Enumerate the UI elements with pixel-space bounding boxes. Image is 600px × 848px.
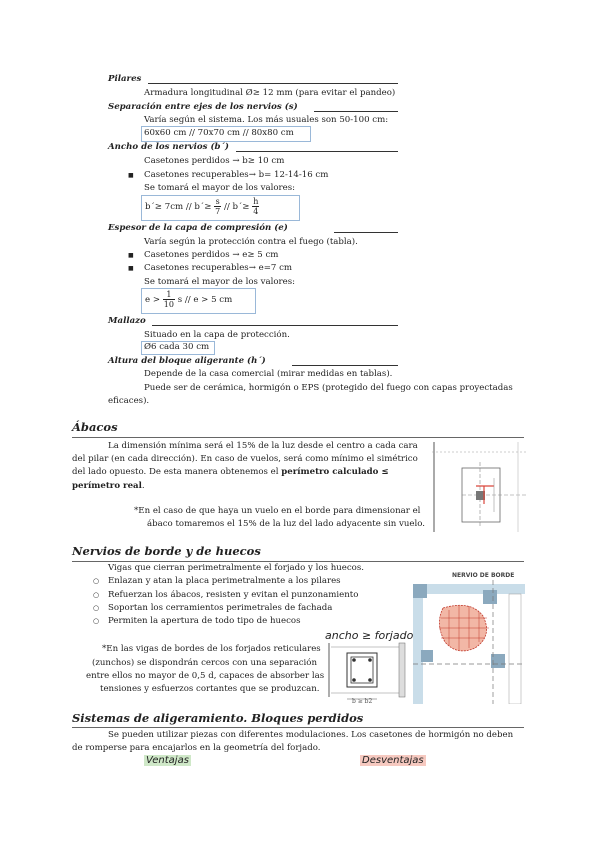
abacos-p1a: La dimensión mínima será el 15% de la luz desde el centro a cada cara: [108, 441, 418, 451]
ancho-line3: Se tomará el mayor de los valores:: [144, 183, 296, 193]
fraction-h-4: [252, 197, 259, 216]
heading-rule: [72, 437, 524, 438]
nervios-intro: Vigas que cierran perimetralmente el forjado y los huecos.: [108, 563, 364, 573]
nervios-item: ○ Permiten la apertura de todo tipo de huecos: [108, 616, 301, 626]
ventajas-label: Ventajas: [146, 755, 189, 766]
espesor-formula: [145, 290, 232, 310]
formula-text: // b´≥: [223, 202, 250, 212]
separacion-title: Separación entre ejes de los nervios (s): [108, 102, 298, 112]
fraction-s-7: [214, 197, 221, 216]
sistemas-p2: de romperse para encajarlos en la geometría del forjado.: [72, 743, 321, 753]
nervios-item: ○ Enlazan y atan la placa perimetralmente a los pilares: [108, 576, 341, 586]
abacos-note2: ábaco tomaremos el 15% de la luz del lado adyacente sin vuelo.: [147, 519, 425, 529]
altura-line3: eficaces).: [108, 396, 150, 406]
ancho-line2: ■ Casetones recuperables→ b= 12-14-16 cm: [144, 170, 328, 180]
text: .: [141, 481, 145, 491]
pilares-line: Armadura longitudinal Ø≥ 12 mm (para evitar el pandeo): [144, 88, 396, 98]
espesor-line4: Se tomará el mayor de los valores:: [144, 277, 296, 287]
abacos-p1b: del pilar (en cada dirección). En caso de vuelos, será como mínimo el simétrico: [72, 454, 418, 464]
dim-label: b ≥ b2: [352, 698, 373, 705]
floor-plan-diagram: [413, 580, 525, 704]
mallazo-line1: Situado en la capa de protección.: [144, 330, 290, 340]
espesor-title: Espesor de la capa de compresión (e): [108, 223, 288, 233]
ancho-line1: Casetones perdidos → b≥ 10 cm: [144, 156, 285, 166]
bold-text: perímetro real: [72, 481, 142, 491]
nervios-note2: (zunchos) se dispondrán cercos con una separación: [92, 658, 317, 668]
title-underline: [292, 365, 398, 366]
fraction-num: h: [253, 197, 259, 206]
text: del lado opuesto. De esta manera obtenemos el: [72, 467, 279, 477]
nervios-heading: Nervios de borde y de huecos: [72, 544, 261, 558]
title-underline: [314, 111, 398, 112]
espesor-line1: Varía según la protección contra el fuego (tabla).: [144, 237, 358, 247]
formula-text: e >: [145, 295, 161, 305]
nervios-note4: tensiones y esfuerzos cortantes que se produzcan.: [100, 684, 320, 694]
heading-rule: [72, 727, 524, 728]
mallazo-line2: Ø6 cada 30 cm: [144, 342, 210, 352]
title-underline: [152, 325, 398, 326]
sistemas-heading: Sistemas de aligeramiento. Bloques perdidos: [72, 711, 364, 725]
fraction-den: 7: [215, 207, 221, 216]
nervios-note3: entre ellos no mayor de 0,5 d, capaces de absorber las: [86, 671, 325, 681]
fraction-den: 10: [163, 300, 174, 309]
ancho-formula: [145, 197, 259, 217]
separacion-boxed-text: 60x60 cm // 70x70 cm // 80x80 cm: [144, 128, 294, 138]
title-underline: [148, 83, 398, 84]
espesor-line3: ■ Casetones recuperables→ e=7 cm: [144, 263, 292, 273]
ancho-title: Ancho de los nervios (b´): [108, 142, 229, 152]
abacos-p1d: [72, 481, 145, 491]
fraction-num: 1: [163, 290, 175, 300]
altura-line1: Depende de la casa comercial (mirar medidas en tablas).: [144, 369, 393, 379]
pilares-title: Pilares: [108, 74, 142, 84]
sistemas-p1: Se pueden utilizar piezas con diferentes modulaciones. Los casetones de hormigón no deben: [108, 730, 514, 740]
altura-line2: Puede ser de cerámica, hormigón o EPS (protegido del fuego con capas proyectadas: [144, 383, 513, 393]
figure-label: NERVIO DE BORDE: [452, 572, 515, 579]
bold-text: perímetro calculado ≤: [281, 467, 389, 477]
handwritten-note: ancho ≥ forjado: [325, 629, 414, 642]
nervios-note1: *En las vigas de bordes de los forjados reticulares: [102, 644, 321, 654]
fraction-den: 4: [253, 207, 259, 216]
formula-text: b´≥ 7cm // b´≥: [145, 202, 212, 212]
abacos-p1c: [72, 467, 389, 477]
mallazo-title: Mallazo: [108, 316, 146, 326]
desventajas-label: Desventajas: [362, 755, 424, 766]
fraction-1-10: [163, 290, 175, 309]
nervios-item: ○ Soportan los cerramientos perimetrales de fachada: [108, 603, 332, 613]
abacos-heading: Ábacos: [72, 420, 118, 434]
title-underline: [236, 151, 398, 152]
title-underline: [334, 232, 398, 233]
abaco-diagram: [432, 442, 526, 532]
espesor-line2: ■ Casetones perdidos → e≥ 5 cm: [144, 250, 278, 260]
abacos-note1: *En el caso de que haya un vuelo en el borde para dimensionar el: [134, 506, 421, 516]
altura-title: Altura del bloque aligerante (h´): [108, 356, 266, 366]
nervios-item: ○ Refuerzan los ábacos, resisten y evitan el punzonamiento: [108, 590, 358, 600]
fraction-num: s: [215, 197, 220, 206]
formula-text: s // e > 5 cm: [177, 295, 233, 305]
heading-rule: [72, 561, 524, 562]
separacion-line: Varía según el sistema. Los más usuales son 50-100 cm:: [144, 115, 389, 125]
